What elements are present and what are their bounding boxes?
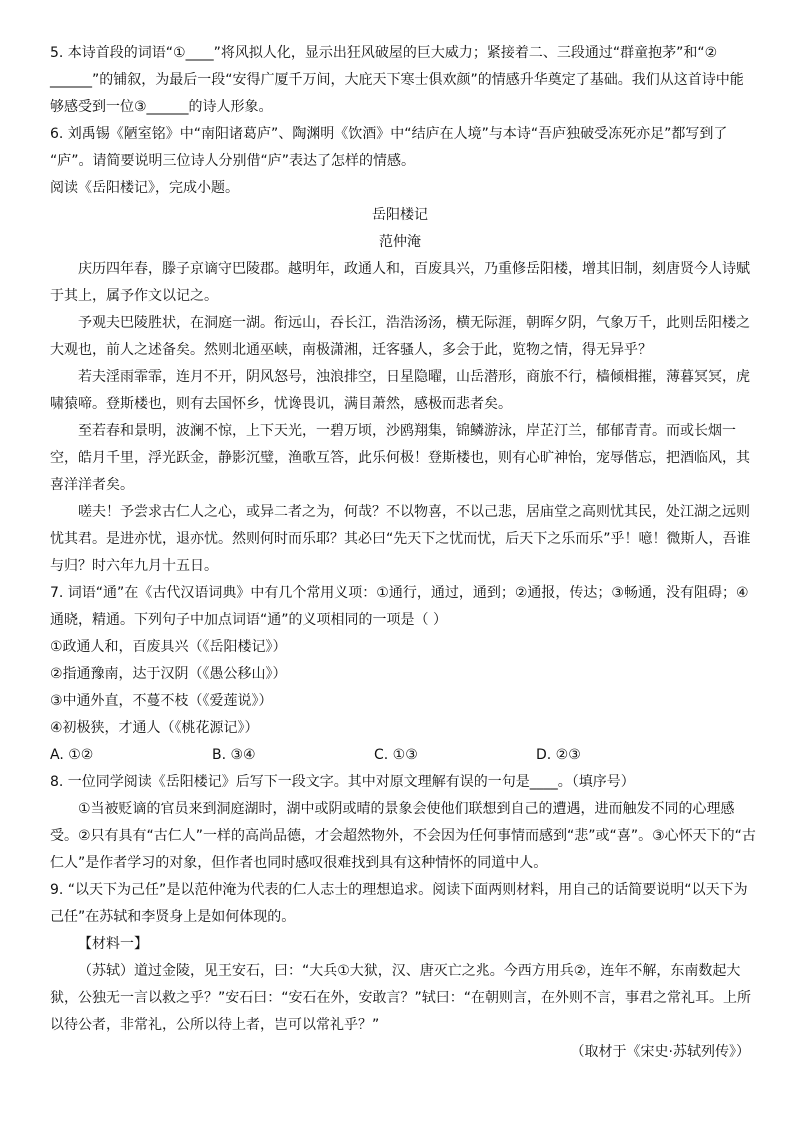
- essay-author: 范仲淹: [379, 234, 421, 250]
- essay-p4-line-3: 喜洋洋者矣。: [50, 477, 134, 493]
- reading-instruction: 阅读《岳阳楼记》，完成小题。: [50, 180, 239, 196]
- q9-line-2: 己任”在苏轼和李贤身上是如何体现的。: [50, 909, 296, 925]
- material-one-line-3: 以待公者，非常礼，公所以待上者，岂可以常礼乎？”: [50, 1017, 380, 1033]
- essay-p5-line-1: 嗟夫！予尝求古仁人之心，或异二者之为，何哉？不以物喜，不以己悲，居庙堂之高则忧其民，处江湖之远则: [78, 504, 750, 520]
- essay-p5-line-2: 忧其君。是进亦忧，退亦忧。然则何时而乐耶？其必曰“先天下之忧而忧，后天下之乐而乐”乎！噫！微斯人，吾谁: [50, 531, 751, 547]
- essay-p1-line-1: 庆历四年春，滕子京谪守巴陵郡。越明年，政通人和，百废具兴，乃重修岳阳楼，增其旧制，刻唐贤今人诗赋: [78, 261, 750, 277]
- q5-line-3: 够感受到一位③______的诗人形象。: [50, 99, 273, 115]
- material-one-heading: 【材料一】: [78, 936, 148, 952]
- essay-p1-line-2: 于其上，属予作文以记之。: [50, 288, 218, 304]
- q7-line-2: 通晓，精通。下列句子中加点词语“通”的义项相同的一项是（ ）: [50, 612, 447, 628]
- q8-passage-line-1: ①当被贬谪的官员来到洞庭湖时，湖中或阴或晴的景象会使他们联想到自己的遭遇，进而触发不同的心理感: [78, 801, 735, 817]
- essay-p2-line-1: 予观夫巴陵胜状，在洞庭一湖。衔远山，吞长江，浩浩汤汤，横无际涯，朝晖夕阴，气象万千，此则岳阳楼之: [78, 315, 750, 331]
- q5-line-1: 5. 本诗首段的词语“①____”将风拟人化，显示出狂风破屋的巨大威力；紧接着二、三段通过“群童抱茅”和“②: [50, 45, 718, 61]
- essay-p4-line-2: 空，皓月千里，浮光跃金，静影沉璧，渔歌互答，此乐何极！登斯楼也，则有心旷神怡，宠辱偕忘，把酒临风，其: [50, 450, 750, 466]
- essay-p2-line-2: 大观也，前人之述备矣。然则北通巫峡，南极潇湘，迁客骚人，多会于此，览物之情，得无异乎？: [50, 342, 652, 358]
- q9-line-1: 9. “以天下为己任”是以范仲淹为代表的仁人志士的理想追求。阅读下面两则材料，用自己的话简要说明“以天下为: [50, 882, 748, 898]
- q7-option-a: A. ①②: [50, 747, 94, 763]
- q8-passage-line-2: 受。②只有具有“古仁人”一样的高尚品德，才会超然物外，不会因为任何事情而感到“悲”或“喜”。③心怀天下的“古: [50, 828, 756, 844]
- essay-p4-line-1: 至若春和景明，波澜不惊，上下天光，一碧万顷，沙鸥翔集，锦鳞游泳，岸芷汀兰，郁郁青青。而或长烟一: [78, 423, 736, 439]
- q7-item-3: ③中通外直，不蔓不枝（《爱莲说》）: [50, 693, 273, 709]
- q7-line-1: 7. 词语“通”在《古代汉语词典》中有几个常用义项：①通行，通过，通到；②通报，传达；③畅通，没有阻碍；④: [50, 585, 749, 601]
- q7-option-c: C. ①③: [374, 747, 418, 763]
- q6-line-2: “庐”。请简要说明三位诗人分别借“庐”表达了怎样的情感。: [50, 153, 416, 169]
- q8-passage-line-3: 仁人”是作者学习的对象，但作者也同时感叹很难找到具有这种情怀的同道中人。: [50, 855, 548, 871]
- q7-option-d: D. ②③: [536, 747, 581, 763]
- essay-p3-line-1: 若夫淫雨霏霏，连月不开，阴风怒号，浊浪排空，日星隐曜，山岳潜形，商旅不行，樯倾楫摧，薄暮冥冥，虎: [78, 369, 750, 385]
- q7-item-2: ②指通豫南，达于汉阴（《愚公移山》）: [50, 666, 287, 682]
- q7-item-1: ①政通人和，百废具兴（《岳阳楼记》）: [50, 639, 287, 655]
- material-one-source: （取材于《宋史·苏轼列传》）: [570, 1044, 750, 1060]
- q7-option-b: B. ③④: [212, 747, 256, 763]
- material-one-line-2: 狱，公独无一言以救之乎？”安石曰：“安石在外，安敢言？”轼曰：“在朝则言，在外则不言，事君之常礼耳。上所: [50, 990, 752, 1006]
- essay-p3-line-2: 啸猿啼。登斯楼也，则有去国怀乡，忧谗畏讥，满目萧然，感极而悲者矣。: [50, 396, 512, 412]
- q7-item-4: ④初极狭，才通人（《桃花源记》）: [50, 720, 259, 736]
- essay-title: 岳阳楼记: [372, 207, 428, 223]
- essay-p5-line-3: 与归？时六年九月十五日。: [50, 558, 218, 574]
- q5-line-2: ______”的铺叙，为最后一段“安得广厦千万间，大庇天下寒士俱欢颜”的情感升华奠定了基础。我们从这首诗中能: [50, 72, 744, 88]
- material-one-line-1: （苏轼）道过金陵，见王安石，曰：“大兵①大狱，汉、唐灭亡之兆。今西方用兵②，连年不解，东南数起大: [78, 963, 741, 979]
- q6-line-1: 6. 刘禹锡《陋室铭》中“南阳诸葛庐”、陶渊明《饮酒》中“结庐在人境”与本诗“吾庐独破受冻死亦足”都写到了: [50, 126, 728, 142]
- q8-line-1: 8. 一位同学阅读《岳阳楼记》后写下一段文字。其中对原文理解有误的一句是____。（填序号）: [50, 774, 635, 790]
- exam-page: [50, 40, 756, 1066]
- q7-options: [50, 742, 750, 769]
